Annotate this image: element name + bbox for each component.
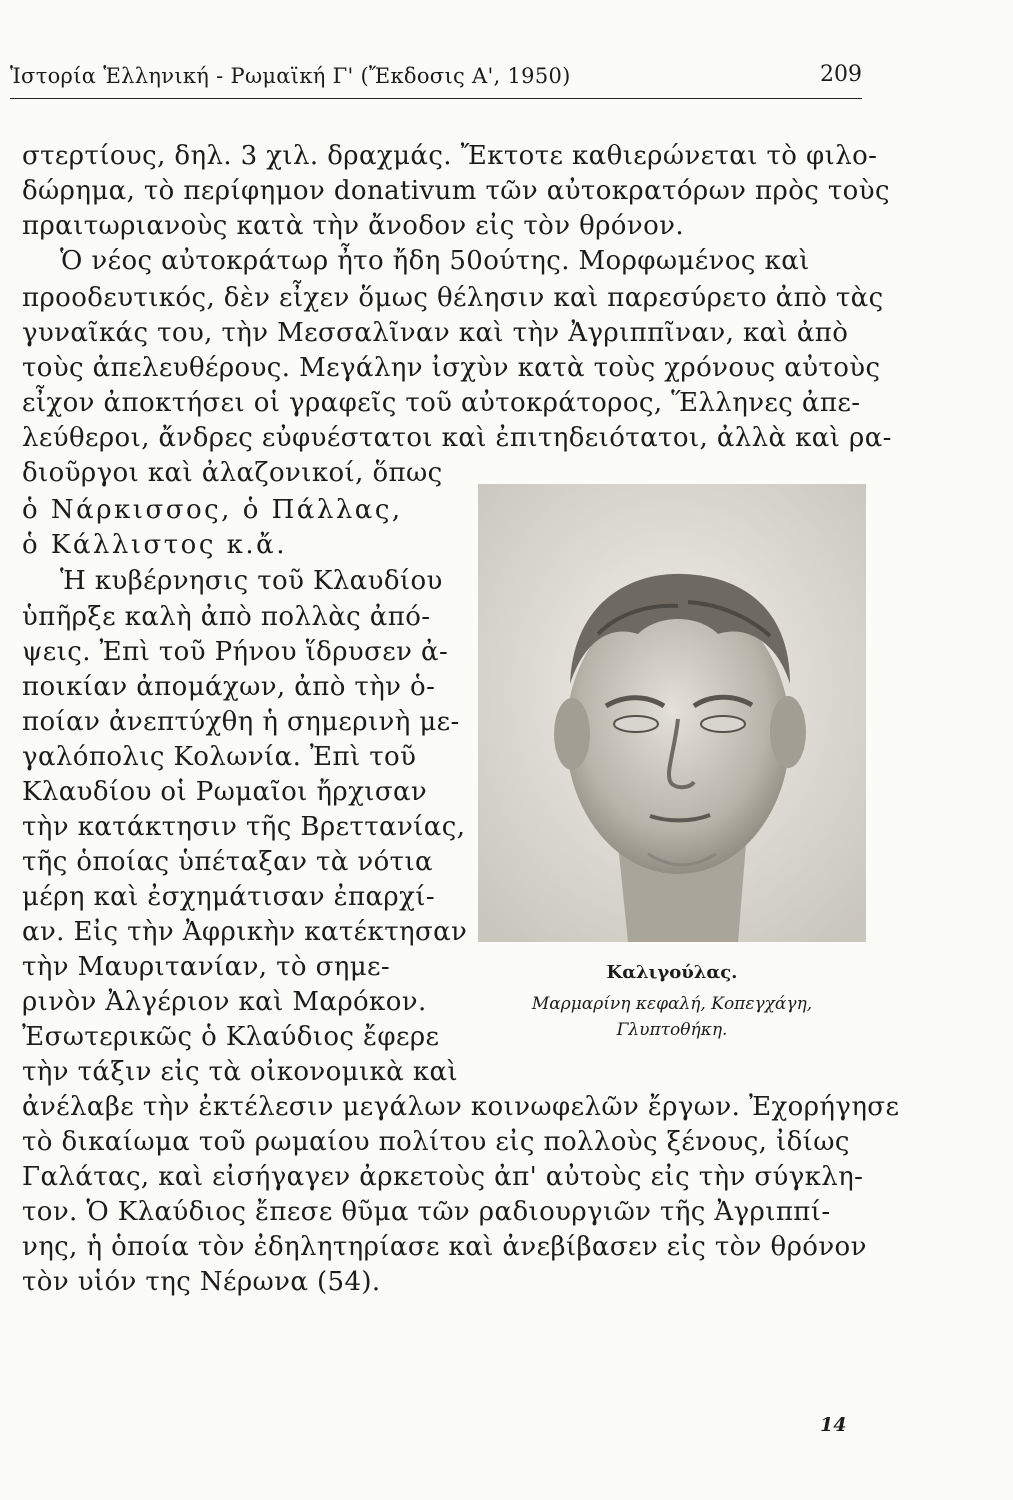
column-line: τὴν κατάκτησιν τῆς Βρεττανίας, xyxy=(22,812,466,842)
body-line: στερτίους, δηλ. 3 χιλ. δραχμάς. Ἔκτοτε καθιερώνεται τὸ φιλο- xyxy=(22,141,878,171)
body-line: Γαλάτας, καὶ εἰσήγαγεν ἀρκετοὺς ἀπ' αὐτοὺς εἰς τὴν σύγκλη- xyxy=(22,1162,864,1192)
page-number: 209 xyxy=(820,62,862,87)
body-line: ἀνέλαβε τὴν ἐκτέλεσιν μεγάλων κοινωφελῶν ἔργων. Ἐχορήγησε xyxy=(22,1092,900,1122)
column-line: γαλόπολις Κολωνία. Ἐπὶ τοῦ xyxy=(22,742,417,772)
body-line: εἶχον ἀποκτήσει οἱ γραφεῖς τοῦ αὐτοκράτορος, Ἕλληνες ἀπε- xyxy=(22,388,861,418)
body-line: νης, ἡ ὁποία τὸν ἐδηλητηρίασε καὶ ἀνεβίβασεν εἰς τὸν θρόνον xyxy=(22,1232,867,1262)
figure-caption-title: Καλιγούλας. xyxy=(606,962,738,983)
column-line: ποίαν ἀνεπτύχθη ἡ σημερινὴ με- xyxy=(22,707,460,737)
column-line: ὁ Κάλλιστος κ.ἄ. xyxy=(22,530,287,560)
column-line: αν. Εἰς τὴν Ἀφρικὴν κατέκτησαν xyxy=(22,917,468,947)
body-line: δώρημα, τὸ περίφημον donativum τῶν αὐτοκρατόρων πρὸς τοὺς xyxy=(22,176,890,206)
body-line: γυναῖκάς του, τὴν Μεσσαλῖναν καὶ τὴν Ἀγριππῖναν, καὶ ἀπὸ xyxy=(22,318,849,348)
column-line: τὴν Μαυριτανίαν, τὸ σημε- xyxy=(22,952,391,982)
column-line: ὁ Νάρκισσος, ὁ Πάλλας, xyxy=(22,495,403,525)
column-line: ποικίαν ἀπομάχων, ἀπὸ τὴν ὁ- xyxy=(22,672,436,702)
column-line: ὑπῆρξε καλὴ ἀπὸ πολλὰς ἀπό- xyxy=(22,602,431,632)
column-line: Ἡ κυβέρνησις τοῦ Κλαυδίου xyxy=(60,566,443,596)
column-line: ψεις. Ἐπὶ τοῦ Ρήνου ἵδρυσεν ἀ- xyxy=(22,637,449,667)
body-line: τὸ δικαίωμα τοῦ ρωμαίου πολίτου εἰς πολλοὺς ξένους, ἰδίως xyxy=(22,1127,850,1157)
body-line: τον. Ὁ Κλαύδιος ἔπεσε θῦμα τῶν ραδιουργιῶν τῆς Ἀγριππί- xyxy=(22,1197,831,1227)
marble-head-portrait-icon xyxy=(478,484,866,942)
column-line: τὴν τάξιν εἰς τὰ οἰκονομικὰ καὶ xyxy=(22,1057,459,1087)
column-line: Ἐσωτερικῶς ὁ Κλαύδιος ἔφερε xyxy=(22,1022,440,1052)
caligula-portrait-figure xyxy=(478,484,866,942)
body-line: Ὁ νέος αὐτοκράτωρ ἦτο ἤδη 50ούτης. Μορφωμένος καὶ xyxy=(60,246,810,276)
column-line: Κλαυδίου οἱ Ρωμαῖοι ἤρχισαν xyxy=(22,777,428,807)
header-title: Ἱστορία Ἑλληνική - Ρωμαϊκή Γ' (Ἔκδοσις Α', 1950) xyxy=(10,64,571,88)
body-line: τὸν υἱόν της Νέρωνα (54). xyxy=(22,1267,381,1297)
body-line: πραιτωριανοὺς κατὰ τὴν ἄνοδον εἰς τὸν θρόνον. xyxy=(22,211,684,241)
column-line: ρινὸν Ἀλγέριον καὶ Μαρόκον. xyxy=(22,987,427,1017)
body-line: λεύθεροι, ἄνδρες εὐφυέστατοι καὶ ἐπιτηδειότατοι, ἀλλὰ καὶ ρα- xyxy=(22,423,892,453)
column-line: τῆς ὁποίας ὑπέταξαν τὰ νότια xyxy=(22,847,434,877)
figure-caption-line: Μαρμαρίνη κεφαλή, Κοπεγχάγη, xyxy=(531,994,813,1014)
column-line: διοῦργοι καὶ ἀλαζονικοί, ὅπως xyxy=(22,458,443,488)
signature-mark: 14 xyxy=(820,1414,847,1436)
running-header xyxy=(10,62,862,99)
figure-caption-line: Γλυπτοθήκη. xyxy=(616,1020,728,1040)
body-line: προοδευτικός, δὲν εἶχεν ὅμως θέλησιν καὶ παρεσύρετο ἀπὸ τὰς xyxy=(22,283,884,313)
body-line: τοὺς ἀπελευθέρους. Μεγάλην ἰσχὺν κατὰ τοὺς χρόνους αὐτοὺς xyxy=(22,353,881,383)
column-line: μέρη καὶ ἐσχημάτισαν ἐπαρχί- xyxy=(22,882,436,912)
